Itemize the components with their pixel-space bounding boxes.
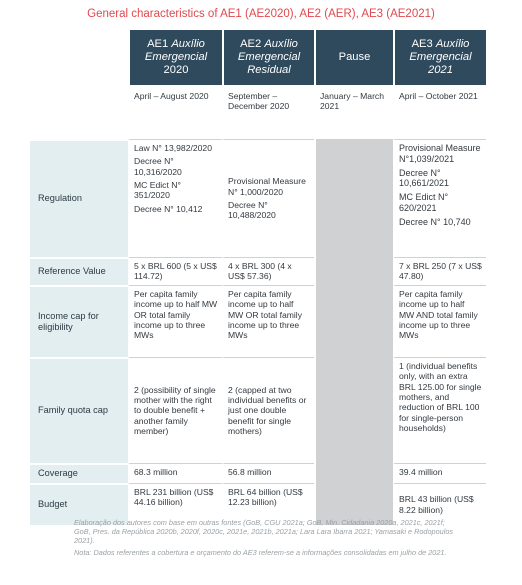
coverage-ae2: 56.8 million [222, 463, 314, 483]
source-note: Elaboração dos autores com base em outras fontes (GoB, CGU 2021a; GoB, Min. Cidadania 2020a, 2021c, 2021f; GoB, Pres. da República 2020b, 2020f, 2020c, 2021e, 2021b, 2021a; Lara Lara Ibarra 2021; Yamasaki e Rodopoulos 2021). [74, 518, 454, 546]
budget-ae2: BRL 64 billion (US$ 12.23 billion) [222, 483, 314, 525]
pause-block [314, 139, 393, 257]
regulation-row [30, 139, 486, 257]
income-cap-ae2: Per capita family income up to half MW OR total family income up to three MWs [222, 285, 314, 357]
header-ae1-name: Auxílio [171, 38, 205, 51]
pause-block [314, 257, 393, 285]
period-pause: January – March 2021 [314, 85, 393, 139]
period-ae1: April – August 2020 [128, 85, 222, 139]
table-title: General characteristics of AE1 (AE2020), AE2 (AER), AE3 (AE2021) [87, 8, 435, 20]
quota-cap-ae2: 2 (capped at two individual benefits or just one double benefit for single mothers) [222, 357, 314, 463]
reference-value-row [30, 257, 486, 285]
regulation-ae1: Law N° 13,982/2020 Decree N° 10,316/2020 MC Edict N° 351/2020 Decree N° 10,412 [128, 139, 222, 257]
pause-block [314, 357, 393, 463]
regulation-ae2: Provisional Measure N° 1,000/2020 Decree N° 10,488/2020 [222, 139, 314, 257]
pause-block [314, 463, 393, 483]
header-ae3: AE3 Auxílio Emergencial 2021 [393, 30, 486, 85]
characteristics-table [30, 30, 486, 525]
budget-label: Budget [30, 483, 128, 525]
period-ae3: April – October 2021 [393, 85, 486, 139]
quota-cap-label: Family quota cap [30, 357, 128, 463]
reference-value-label: Reference Value [30, 257, 128, 285]
period-ae2: September – December 2020 [222, 85, 314, 139]
header-pause: Pause [314, 30, 393, 85]
income-cap-row [30, 285, 486, 357]
quota-cap-ae3: 1 (individual benefits only, with an extra BRL 125.00 for single mothers, and reduction of BRL 100 for single-person households) [393, 357, 486, 463]
header-ae2: AE2 Auxílio Emergencial Residual [222, 30, 314, 85]
header-corner [30, 30, 128, 85]
quota-cap-row [30, 357, 486, 463]
reference-value-ae3: 7 x BRL 250 (7 x US$ 47.80) [393, 257, 486, 285]
budget-ae1: BRL 231 billion (US$ 44.16 billion) [128, 483, 222, 525]
header-row [30, 30, 486, 85]
income-cap-ae3: Per capita family income up to half MW AND total family income up to three MWs [393, 285, 486, 357]
coverage-label: Coverage [30, 463, 128, 483]
income-cap-label: Income cap for eligibility [30, 285, 128, 357]
header-ae1: AE1 Auxílio Emergencial 2020 [128, 30, 222, 85]
coverage-ae1: 68.3 million [128, 463, 222, 483]
reference-value-ae1: 5 x BRL 600 (5 x US$ 114.72) [128, 257, 222, 285]
period-row [30, 85, 486, 139]
regulation-ae3: Provisional Measure N°1,039/2021 Decree N° 10,661/2021 MC Edict N° 620/2021 Decree N° 10,740 [393, 139, 486, 257]
coverage-row [30, 463, 486, 483]
income-cap-ae1: Per capita family income up to half MW OR total family income up to three MWs [128, 285, 222, 357]
regulation-label: Regulation [30, 139, 128, 257]
coverage-ae3: 39.4 million [393, 463, 486, 483]
budget-ae3: BRL 43 billion (US$ 8.22 billion) [393, 483, 486, 525]
quota-cap-ae1: 2 (possibility of single mother with the right to double benefit + another family member) [128, 357, 222, 463]
reference-value-ae2: 4 x BRL 300 (4 x US$ 57.36) [222, 257, 314, 285]
period-label [30, 85, 128, 139]
pause-block [314, 285, 393, 357]
data-note: Nota: Dados referentes a cobertura e orçamento do AE3 referem-se a informações consolidadas em julho de 2021. [74, 548, 447, 557]
